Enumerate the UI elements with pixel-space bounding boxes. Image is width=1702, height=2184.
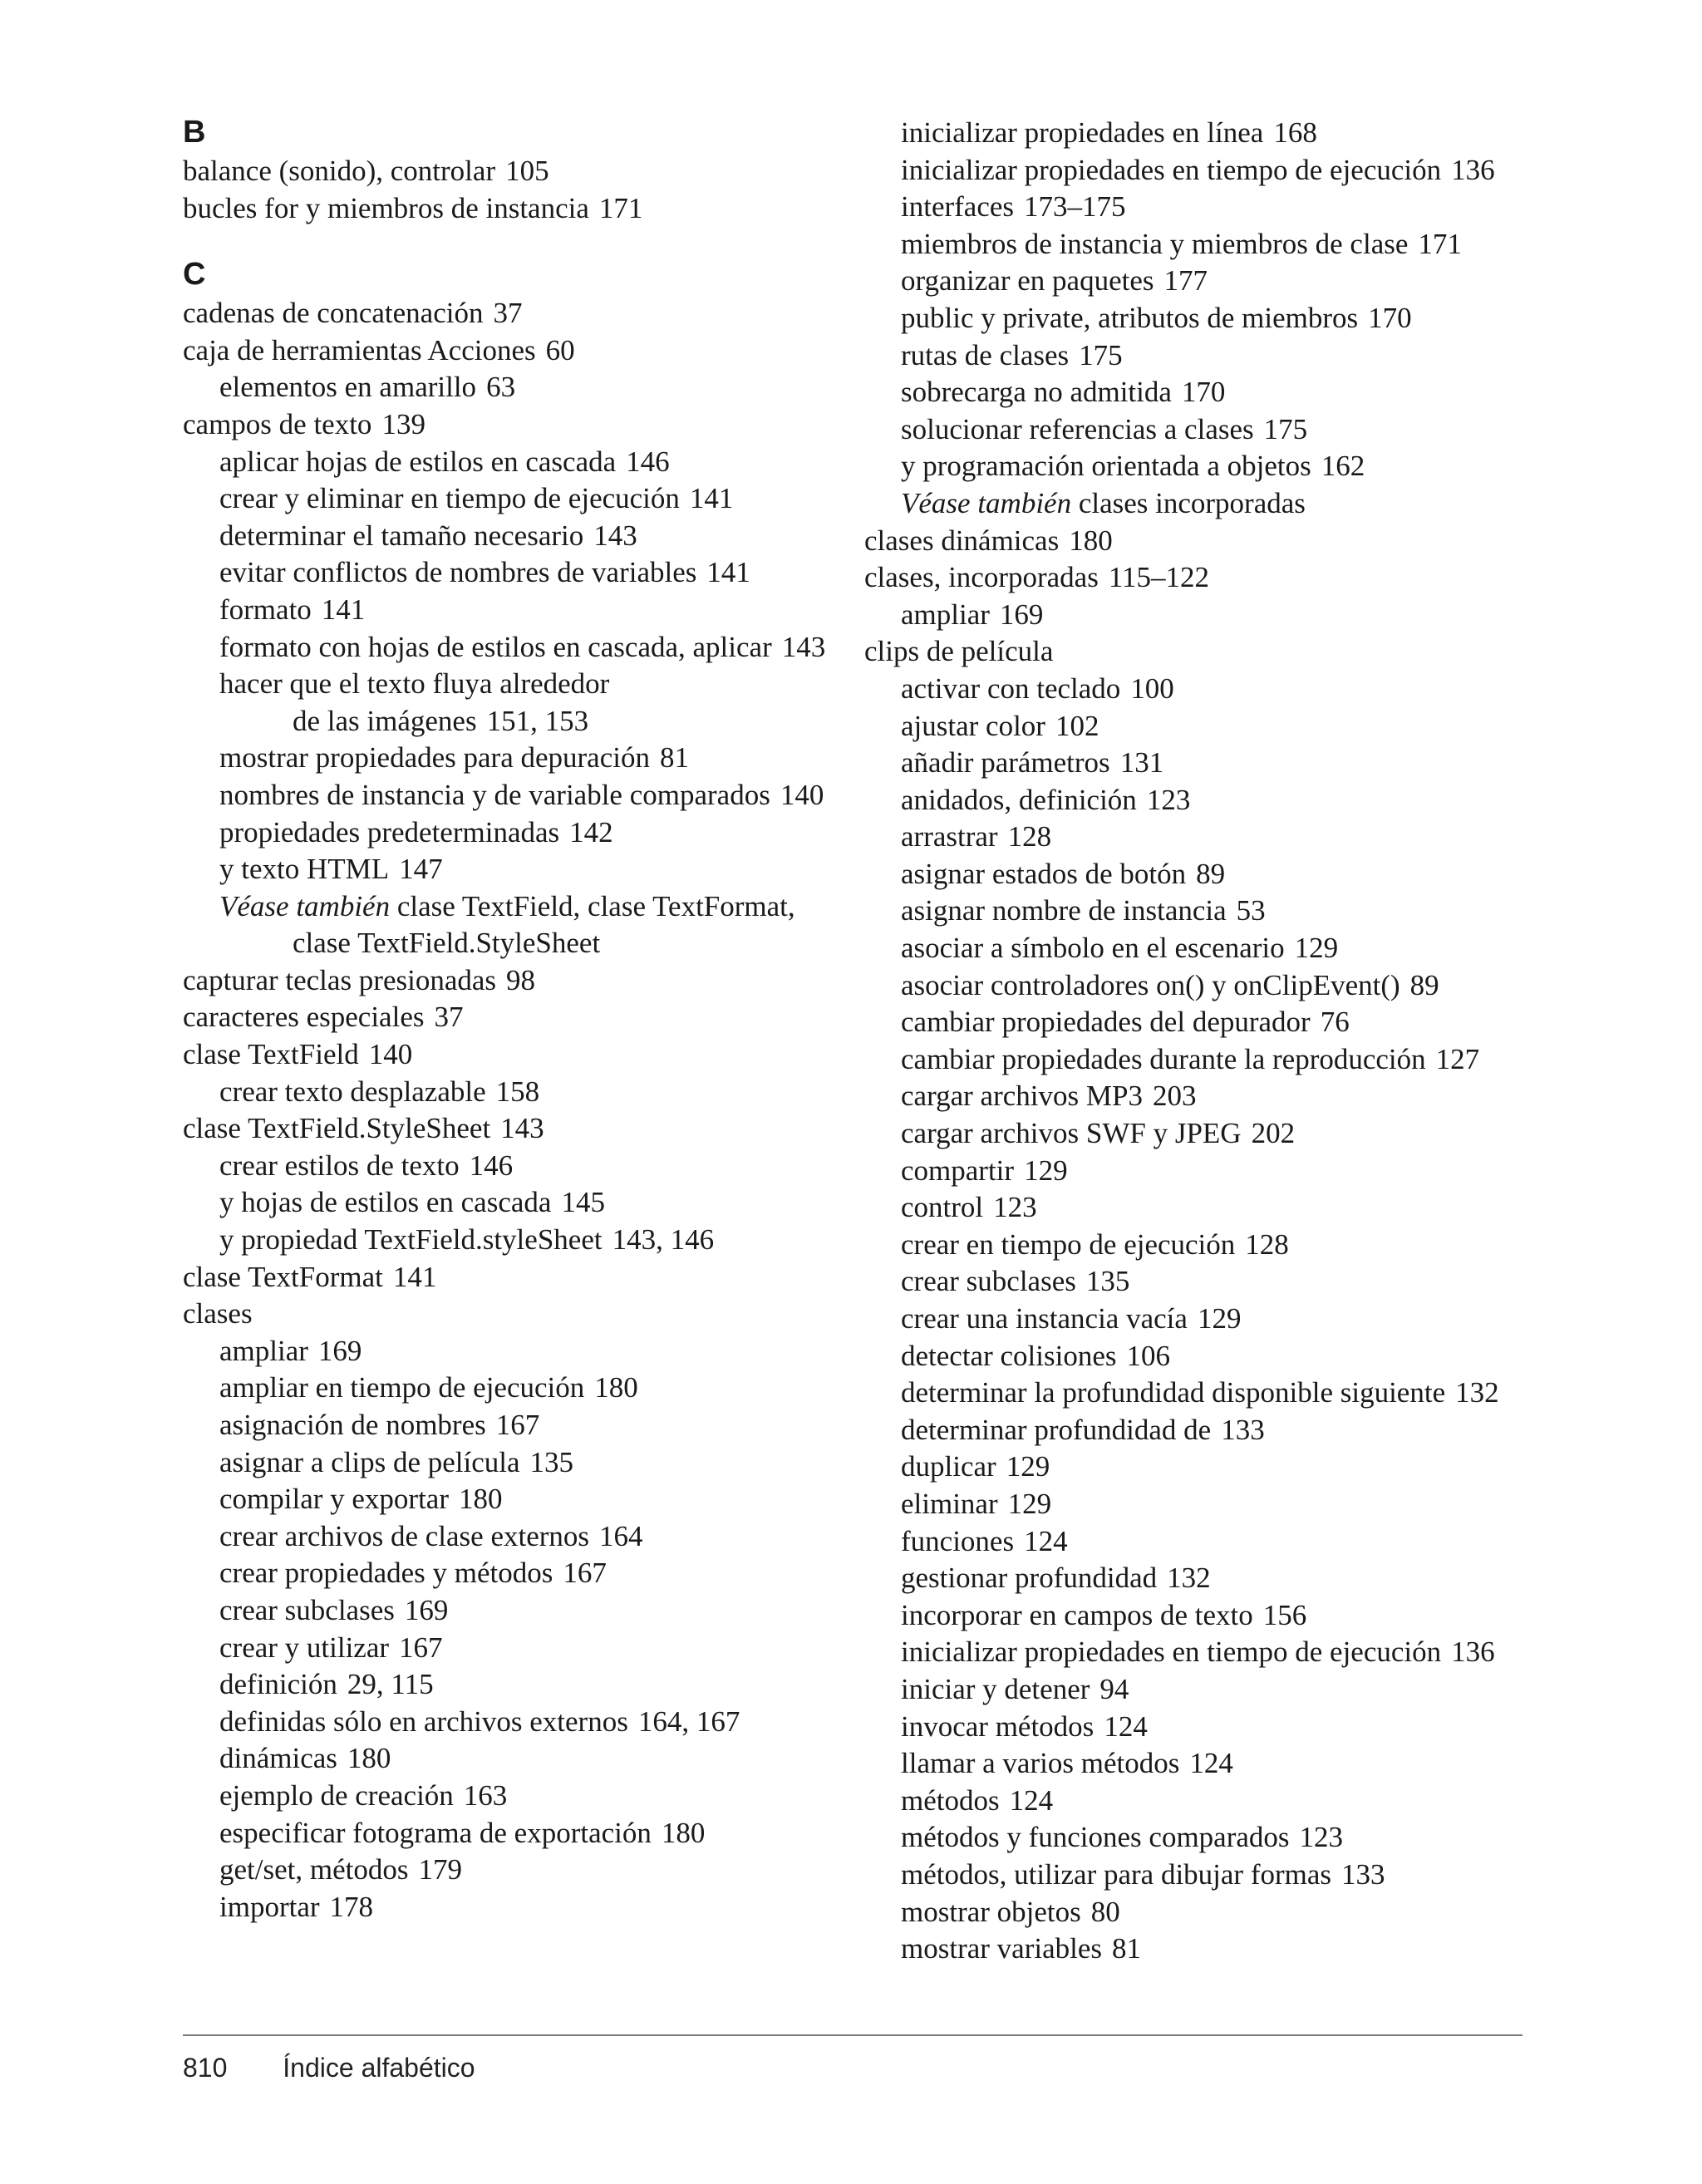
entry-pages: 133 (1341, 1857, 1385, 1891)
index-subentry (183, 1184, 848, 1222)
entry-pages: 141 (392, 1260, 437, 1293)
index-entry (183, 1110, 848, 1148)
index-subentry (864, 782, 1529, 819)
entry-term: mostrar propiedades para depuración (219, 741, 650, 775)
entry-pages: 156 (1262, 1598, 1307, 1631)
index-subentry (183, 1148, 848, 1185)
entry-pages: 203 (1152, 1080, 1197, 1113)
entry-pages: 141 (321, 593, 366, 626)
entry-term: clases incorporadas (1078, 486, 1306, 519)
index-subentry (183, 888, 848, 926)
entry-pages: 141 (689, 482, 734, 515)
entry-pages: 124 (1009, 1783, 1054, 1817)
index-entry (183, 190, 848, 228)
index-subentry (183, 1444, 848, 1482)
entry-pages: 60 (545, 333, 575, 366)
index-subentry (864, 485, 1529, 523)
entry-term: activar con teclado (901, 671, 1121, 705)
entry-term: iniciar y detener (901, 1672, 1090, 1705)
index-entry (864, 559, 1529, 597)
entry-term: miembros de instancia y miembros de clase (901, 227, 1409, 260)
entry-term: asignación de nombres (219, 1409, 486, 1441)
index-entry (183, 962, 848, 1000)
index-subentry (183, 1518, 848, 1556)
entry-pages: 105 (505, 155, 549, 187)
index-subentry (864, 1449, 1529, 1486)
entry-term: crear subclases (219, 1593, 395, 1626)
entry-pages: 132 (1455, 1376, 1499, 1409)
entry-pages: 169 (317, 1334, 362, 1367)
index-subentry (864, 1263, 1529, 1301)
index-subentry (183, 1889, 848, 1926)
index-entry (864, 633, 1529, 671)
index-subentry (183, 1704, 848, 1741)
entry-pages: 143 (593, 519, 637, 552)
index-subentry (864, 1745, 1529, 1783)
entry-term: llamar a varios métodos (901, 1747, 1180, 1780)
entry-pages: 167 (563, 1557, 607, 1590)
index-subentry (183, 1592, 848, 1630)
entry-pages: 123 (993, 1191, 1037, 1224)
entry-pages: 177 (1163, 264, 1208, 298)
entry-term: añadir parámetros (901, 746, 1110, 780)
index-subentry (183, 666, 848, 703)
index-subentry (864, 1634, 1529, 1671)
index-subentry (864, 1189, 1529, 1227)
entry-term: sobrecarga no admitida (901, 376, 1172, 409)
entry-term: y programación orientada a objetos (901, 450, 1311, 483)
index-subentry (864, 1560, 1529, 1597)
entry-term: gestionar profundidad (901, 1562, 1158, 1595)
entry-term: asignar a clips de película (219, 1445, 520, 1478)
entry-pages: 170 (1181, 376, 1226, 409)
entry-term: y propiedad TextField.styleSheet (219, 1223, 603, 1257)
entry-term: métodos y funciones comparados (901, 1821, 1290, 1854)
entry-term: aplicar hojas de estilos en cascada (219, 445, 617, 478)
index-subentry (183, 1074, 848, 1111)
index-subentry (864, 1894, 1529, 1931)
entry-pages: 175 (1263, 412, 1308, 445)
entry-term: determinar la profundidad disponible siguiente (901, 1376, 1446, 1409)
index-subentry (864, 671, 1529, 708)
index-subentry (864, 152, 1529, 189)
entry-pages: 89 (1196, 857, 1226, 890)
entry-term: asociar controladores on() y onClipEvent() (901, 968, 1400, 1001)
entry-pages: 89 (1409, 968, 1439, 1001)
index-subentry (864, 115, 1529, 152)
index-subentry (864, 1783, 1529, 1820)
entry-term: campos de texto (183, 407, 372, 440)
see-also-label: Véase también (219, 889, 391, 922)
section-letter: C (183, 257, 206, 293)
entry-term: especificar fotograma de exportación (219, 1816, 652, 1849)
entry-term: métodos, utilizar para dibujar formas (901, 1857, 1332, 1891)
index-column-right (864, 115, 1529, 1968)
index-subentry (183, 814, 848, 852)
index-entry (183, 999, 848, 1036)
entry-term: cambiar propiedades del depurador (901, 1006, 1311, 1039)
entry-term: crear una instancia vacía (901, 1302, 1188, 1335)
entry-pages: 136 (1451, 153, 1495, 186)
entry-pages: 124 (1024, 1524, 1068, 1557)
index-subentry (864, 745, 1529, 782)
index-subentry (183, 1666, 848, 1704)
entry-pages: 63 (486, 371, 516, 404)
entry-term: cargar archivos MP3 (901, 1080, 1143, 1113)
index-subentry (864, 1301, 1529, 1338)
entry-pages: 128 (1245, 1227, 1289, 1261)
entry-term: ampliar en tiempo de ejecución (219, 1371, 585, 1404)
entry-term: clase TextField (183, 1038, 359, 1071)
index-entry (183, 295, 848, 332)
entry-pages: 143 (500, 1112, 544, 1145)
entry-term: determinar profundidad de (901, 1413, 1212, 1446)
index-subentry (183, 1852, 848, 1889)
entry-term: crear propiedades y métodos (219, 1557, 553, 1590)
entry-term: invocar métodos (901, 1709, 1094, 1743)
entry-pages: 178 (329, 1890, 374, 1923)
entry-pages: 164, 167 (637, 1704, 740, 1738)
index-subentry (864, 1041, 1529, 1079)
entry-term: balance (sonido), controlar (183, 155, 496, 187)
index-subentry (864, 930, 1529, 967)
entry-pages: 180 (1069, 524, 1113, 557)
index-subentry (864, 1153, 1529, 1190)
index-subentry (864, 226, 1529, 263)
index-subentry (864, 300, 1529, 337)
entry-term: crear subclases (901, 1265, 1076, 1298)
entry-pages: 140 (780, 778, 824, 811)
index-subentry (183, 777, 848, 814)
index-subentry (864, 1115, 1529, 1153)
entry-pages: 102 (1055, 709, 1099, 742)
index-subentry (183, 1630, 848, 1667)
index-subentry (183, 592, 848, 629)
entry-term: nombres de instancia y de variable comparados (219, 778, 770, 811)
entry-pages: 132 (1167, 1562, 1211, 1595)
entry-pages: 129 (1007, 1487, 1052, 1520)
entry-term: determinar el tamaño necesario (219, 519, 584, 552)
entry-pages: 147 (399, 853, 443, 886)
index-subentry (864, 1227, 1529, 1264)
entry-pages: 167 (399, 1631, 443, 1664)
entry-pages: 163 (463, 1778, 508, 1812)
entry-term: ejemplo de creación (219, 1778, 454, 1812)
entry-term: bucles for y miembros de instancia (183, 191, 589, 224)
index-subentry (183, 444, 848, 481)
index-entry (183, 1036, 848, 1074)
index-subentry (864, 819, 1529, 856)
entry-pages: 179 (418, 1853, 462, 1886)
entry-pages: 133 (1221, 1413, 1265, 1446)
index-subentry (864, 411, 1529, 449)
entry-term: clips de película (864, 635, 1054, 668)
entry-term: ajustar color (901, 709, 1045, 742)
entry-pages: 170 (1368, 301, 1412, 334)
entry-term: public y private, atributos de miembros (901, 301, 1359, 334)
footer-rule (183, 2034, 1522, 2036)
index-subentry (183, 851, 848, 888)
entry-pages: 80 (1090, 1895, 1120, 1928)
see-also-label: Véase también (901, 486, 1072, 519)
entry-pages: 171 (1418, 227, 1462, 260)
index-subentry (183, 740, 848, 777)
entry-term: ampliar (219, 1334, 308, 1367)
entry-term: clases (183, 1297, 253, 1331)
entry-pages: 173–175 (1024, 190, 1126, 224)
index-column-left (183, 115, 848, 1926)
index-subentry (864, 708, 1529, 745)
entry-pages: 141 (706, 556, 750, 589)
entry-term: incorporar en campos de texto (901, 1598, 1253, 1631)
entry-term: capturar teclas presionadas (183, 963, 497, 996)
entry-term: hacer que el texto fluya alrededor (219, 667, 610, 701)
entry-pages: 180 (459, 1483, 503, 1516)
index-subentry (864, 893, 1529, 930)
entry-pages: 180 (594, 1371, 638, 1404)
index-subentry (183, 1740, 848, 1778)
index-subentry (864, 1819, 1529, 1857)
entry-pages: 127 (1435, 1042, 1480, 1075)
entry-pages: 123 (1299, 1821, 1344, 1854)
index-entry (183, 1259, 848, 1296)
entry-term: crear texto desplazable (219, 1075, 486, 1108)
index-entry (183, 153, 848, 190)
entry-pages: 171 (598, 191, 643, 224)
entry-term: métodos (901, 1783, 1000, 1817)
entry-term: compartir (901, 1153, 1015, 1187)
index-subentry (864, 1375, 1529, 1412)
index-subentry (183, 1370, 848, 1407)
entry-pages: 29, 115 (347, 1668, 434, 1701)
entry-pages: 135 (529, 1445, 574, 1478)
entry-pages: 106 (1126, 1339, 1170, 1372)
entry-pages: 168 (1273, 116, 1317, 149)
entry-term: get/set, métodos (219, 1853, 409, 1886)
entry-pages: 146 (469, 1149, 514, 1182)
entry-term: clase TextField.StyleSheet (183, 1112, 491, 1145)
entry-term: elementos en amarillo (219, 371, 477, 404)
entry-term: clase TextField.StyleSheet (293, 927, 601, 960)
entry-pages: 169 (999, 598, 1044, 631)
index-subentry (183, 1815, 848, 1852)
index-subentry (864, 1597, 1529, 1635)
index-subentry (864, 1523, 1529, 1561)
entry-term: formato con hojas de estilos en cascada, aplicar (219, 630, 772, 663)
entry-pages: 129 (1294, 932, 1339, 965)
entry-pages: 81 (659, 741, 689, 775)
entry-pages: 123 (1146, 783, 1191, 816)
entry-pages: 162 (1321, 450, 1365, 483)
entry-term: importar (219, 1890, 320, 1923)
index-subentry (864, 1004, 1529, 1041)
entry-term: inicializar propiedades en tiempo de ejecución (901, 153, 1442, 186)
entry-term: cambiar propiedades durante la reproducción (901, 1042, 1426, 1075)
index-subentry (864, 1857, 1529, 1894)
entry-pages: 124 (1104, 1709, 1148, 1743)
entry-term: definidas sólo en archivos externos (219, 1704, 628, 1738)
entry-pages: 129 (1197, 1302, 1242, 1335)
entry-term: cadenas de concatenación (183, 297, 484, 330)
index-subentry (864, 856, 1529, 893)
entry-pages: 81 (1112, 1932, 1141, 1965)
entry-pages: 53 (1236, 894, 1266, 927)
section-letter: B (183, 115, 206, 150)
index-subentry (183, 369, 848, 406)
index-subentry (864, 1486, 1529, 1523)
entry-term: crear en tiempo de ejecución (901, 1227, 1236, 1261)
entry-pages: 37 (493, 297, 523, 330)
entry-term: y hojas de estilos en cascada (219, 1186, 552, 1219)
index-subentry (183, 629, 848, 667)
entry-pages: 180 (661, 1816, 706, 1849)
index-subentry (864, 448, 1529, 485)
index-subentry (183, 925, 848, 962)
index-subentry (864, 337, 1529, 375)
index-subentry (864, 1338, 1529, 1375)
entry-term: crear estilos de texto (219, 1149, 460, 1182)
page-footer (183, 2053, 475, 2083)
entry-term: crear archivos de clase externos (219, 1519, 590, 1552)
entry-pages: 142 (569, 815, 613, 849)
entry-term: ampliar (901, 598, 990, 631)
entry-term: control (901, 1191, 984, 1224)
entry-term: evitar conflictos de nombres de variables (219, 556, 697, 589)
index-subentry (864, 189, 1529, 226)
entry-term: definición (219, 1668, 337, 1701)
entry-term: inicializar propiedades en línea (901, 116, 1264, 149)
entry-pages: 175 (1079, 338, 1123, 371)
entry-pages: 37 (434, 1001, 464, 1034)
entry-pages: 140 (368, 1038, 413, 1071)
entry-term: clase TextFormat (183, 1260, 383, 1293)
entry-term: mostrar variables (901, 1932, 1102, 1965)
entry-term: inicializar propiedades en tiempo de ejecución (901, 1636, 1442, 1669)
index-subentry (183, 518, 848, 555)
entry-term: detectar colisiones (901, 1339, 1117, 1372)
index-subentry (864, 597, 1529, 634)
entry-term: clases dinámicas (864, 524, 1060, 557)
entry-term: funciones (901, 1524, 1015, 1557)
index-entry (183, 332, 848, 370)
entry-term: mostrar objetos (901, 1895, 1081, 1928)
entry-term: duplicar (901, 1450, 996, 1483)
entry-pages: 128 (1007, 820, 1052, 853)
entry-term: y texto HTML (219, 853, 390, 886)
entry-term: propiedades predeterminadas (219, 815, 560, 849)
index-subentry (183, 480, 848, 518)
entry-term: asignar nombre de instancia (901, 894, 1227, 927)
index-subentry (864, 263, 1529, 300)
entry-pages: 135 (1085, 1265, 1130, 1298)
entry-pages: 151, 153 (486, 704, 589, 737)
entry-pages: 136 (1451, 1636, 1495, 1669)
index-entry (183, 406, 848, 444)
entry-pages: 167 (495, 1409, 540, 1441)
page-number: 810 (183, 2053, 228, 2083)
entry-pages: 145 (561, 1186, 605, 1219)
entry-pages: 100 (1130, 671, 1174, 705)
index-subentry (864, 1709, 1529, 1746)
entry-term: asociar a símbolo en el escenario (901, 932, 1285, 965)
entry-pages: 129 (1006, 1450, 1050, 1483)
entry-pages: 139 (381, 407, 426, 440)
entry-term: eliminar (901, 1487, 998, 1520)
entry-term: organizar en paquetes (901, 264, 1154, 298)
entry-pages: 76 (1320, 1006, 1350, 1039)
entry-term: clase TextField, clase TextFormat, (396, 889, 795, 922)
entry-pages: 94 (1099, 1672, 1129, 1705)
entry-pages: 169 (404, 1593, 449, 1626)
entry-term: anidados, definición (901, 783, 1137, 816)
entry-term: arrastrar (901, 820, 998, 853)
index-subentry (864, 967, 1529, 1005)
running-title: Índice alfabético (283, 2053, 475, 2083)
entry-pages: 146 (626, 445, 670, 478)
index-entry (864, 523, 1529, 560)
entry-term: dinámicas (219, 1742, 337, 1775)
index-subentry (864, 1671, 1529, 1709)
entry-pages: 131 (1119, 746, 1164, 780)
index-entry (183, 1296, 848, 1333)
index-subentry (864, 1078, 1529, 1115)
index-subentry (864, 374, 1529, 411)
index-subentry (183, 1555, 848, 1592)
entry-term: asignar estados de botón (901, 857, 1187, 890)
index-subentry (183, 1778, 848, 1815)
entry-pages: 164 (599, 1519, 643, 1552)
entry-term: caja de herramientas Acciones (183, 333, 536, 366)
entry-term: interfaces (901, 190, 1015, 224)
entry-term: cargar archivos SWF y JPEG (901, 1117, 1242, 1150)
index-subentry (183, 1333, 848, 1370)
index-subentry (183, 1222, 848, 1259)
entry-term: formato (219, 593, 312, 626)
entry-term: de las imágenes (293, 704, 477, 737)
entry-pages: 143, 146 (612, 1223, 715, 1257)
entry-term: caracteres especiales (183, 1001, 425, 1034)
entry-pages: 158 (495, 1075, 540, 1108)
entry-pages: 98 (506, 963, 536, 996)
index-subentry (183, 703, 848, 740)
entry-term: crear y eliminar en tiempo de ejecución (219, 482, 680, 515)
index-subentry (864, 1412, 1529, 1449)
entry-pages: 124 (1189, 1747, 1233, 1780)
entry-pages: 143 (781, 630, 826, 663)
index-subentry (864, 1931, 1529, 1968)
entry-term: compilar y exportar (219, 1483, 450, 1516)
entry-pages: 115–122 (1108, 561, 1210, 594)
entry-pages: 180 (347, 1742, 391, 1775)
index-subentry (183, 1481, 848, 1518)
entry-term: clases, incorporadas (864, 561, 1099, 594)
entry-term: crear y utilizar (219, 1631, 390, 1664)
entry-term: rutas de clases (901, 338, 1070, 371)
entry-pages: 129 (1024, 1153, 1068, 1187)
index-subentry (183, 1407, 848, 1444)
index-subentry (183, 554, 848, 592)
entry-pages: 202 (1251, 1117, 1296, 1150)
entry-term: solucionar referencias a clases (901, 412, 1254, 445)
